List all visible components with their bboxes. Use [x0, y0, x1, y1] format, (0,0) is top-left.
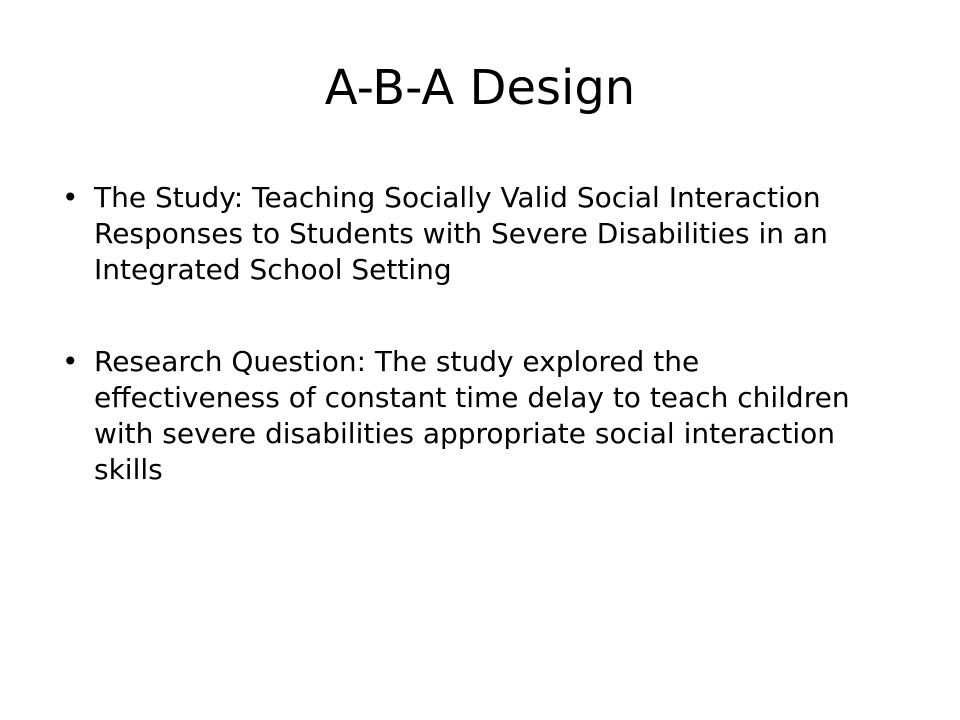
bullet-text: The Study: Teaching Socially Valid Social Interaction Responses to Students with Severe Disabilities in an Integrated School Setting — [94, 181, 828, 286]
bullet-item-research-question — [62, 344, 862, 488]
bullet-text: Research Question: The study explored the effectiveness of constant time delay to teach children with severe disabilities appropriate social interaction skills — [94, 345, 850, 486]
bullet-dot-icon: • — [62, 345, 79, 378]
slide-title: A-B-A Design — [324, 60, 636, 116]
bullet-item-study — [62, 180, 862, 288]
bullet-dot-icon: • — [62, 181, 79, 214]
bullet-list — [62, 180, 862, 544]
